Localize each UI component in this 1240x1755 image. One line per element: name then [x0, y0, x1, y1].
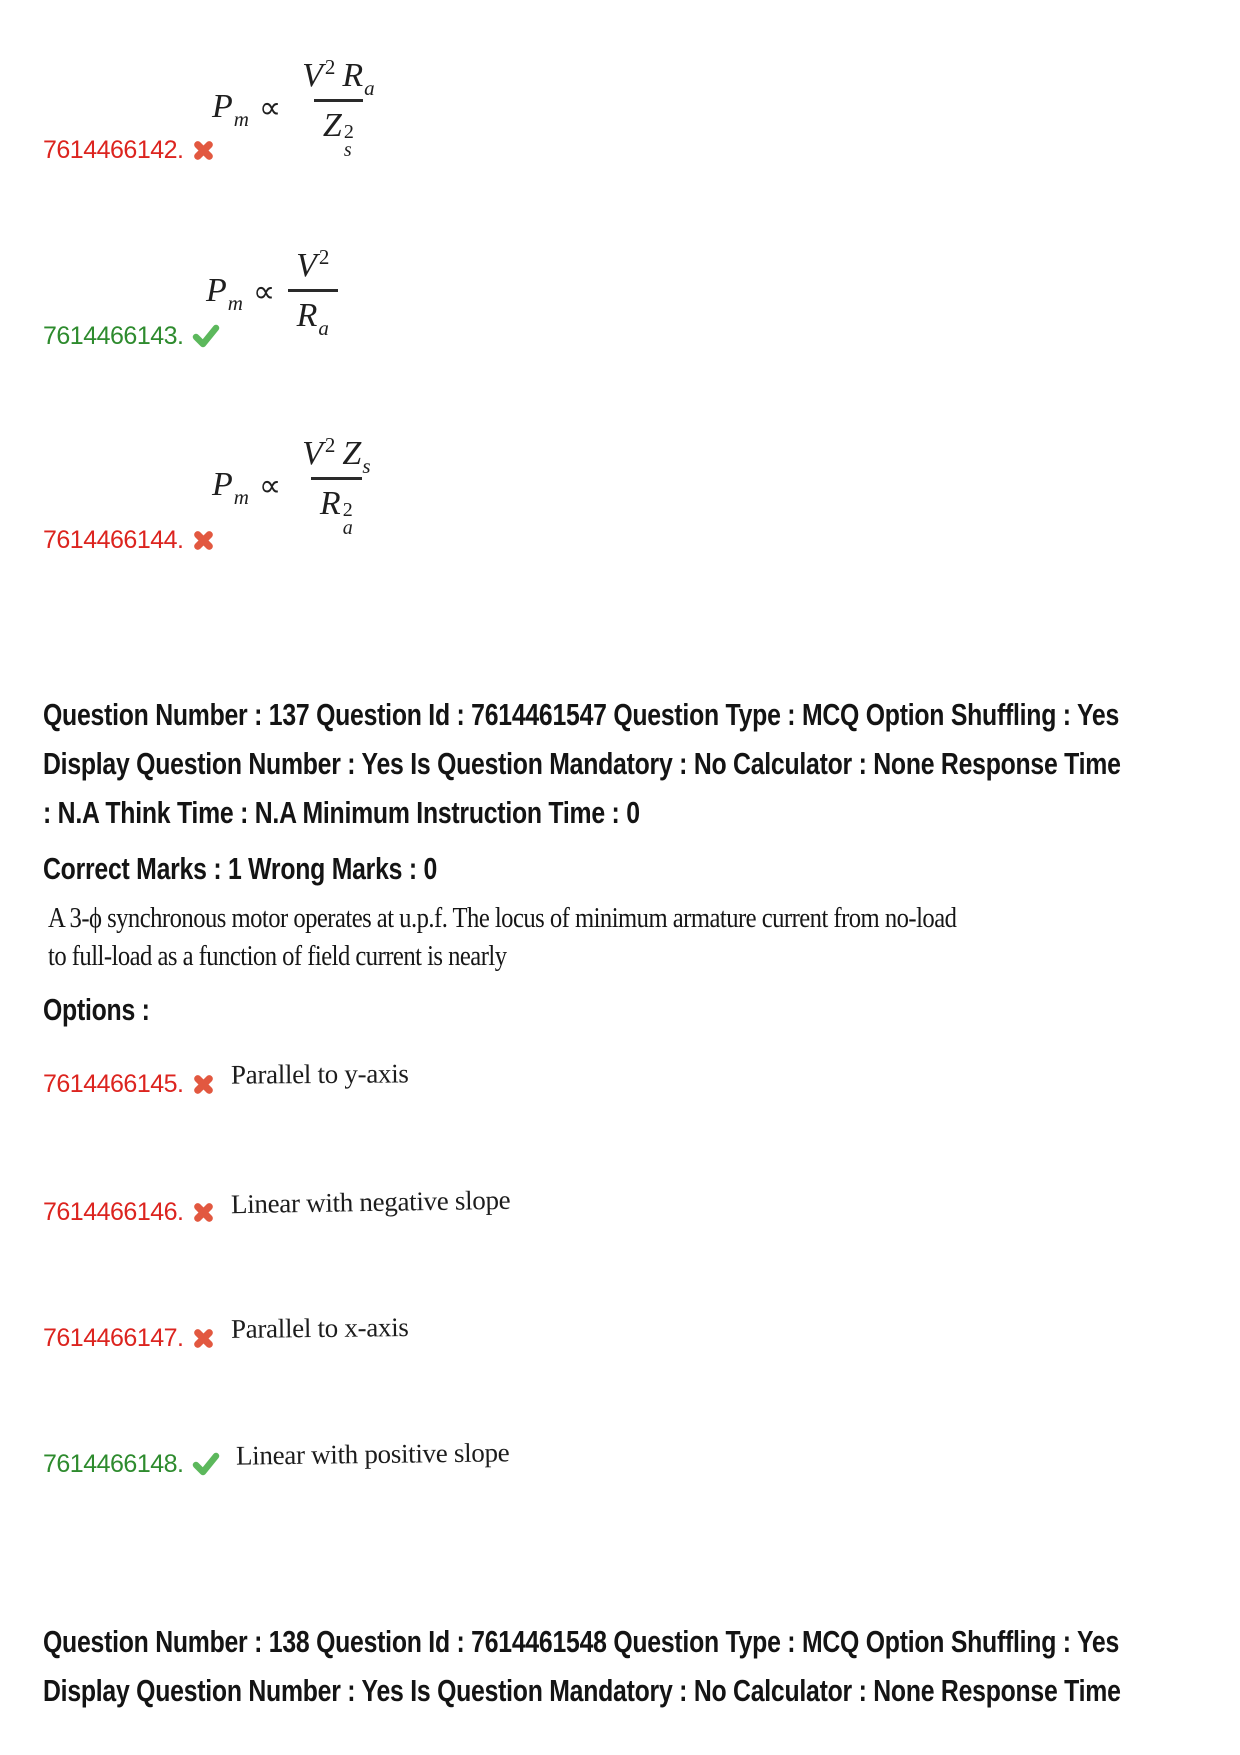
question-meta-line: Question Number : 138 Question Id : 7614461548 Question Type : MCQ Option Shuffling : Yes: [43, 1624, 1120, 1659]
option-row-4: [43, 1436, 511, 1484]
math-supsub-stack: [342, 499, 353, 540]
cross-x-icon: [192, 139, 215, 162]
marks-line: Correct Marks : 1 Wrong Marks : 0: [43, 851, 438, 886]
fraction-numerator: [287, 246, 338, 289]
cross-x-icon: [192, 1327, 215, 1350]
cross-x-icon: [192, 1201, 215, 1224]
cross-x-icon: [192, 1073, 215, 1096]
proportional-symbol: ∝: [252, 273, 276, 309]
math-subscript: a: [342, 517, 353, 540]
math-subscript: s: [362, 454, 371, 478]
math-superscript: 2: [342, 499, 353, 522]
math-var: P: [212, 87, 233, 125]
check-icon: [192, 1452, 220, 1476]
math-var: V: [296, 247, 317, 284]
cross-x-icon: [192, 529, 215, 552]
formula-lhs: [212, 87, 249, 131]
math-subscript: m: [233, 106, 249, 131]
math-superscript: 2: [324, 55, 336, 79]
fraction: [293, 55, 384, 162]
fraction-denominator: [288, 289, 338, 341]
option-id: 7614466148.: [43, 1449, 184, 1478]
option-id: 7614466147.: [43, 1323, 184, 1352]
option-row-2: [43, 1184, 512, 1232]
question-text-line: A 3-ϕ synchronous motor operates at u.p.f. The locus of minimum armature current from no-load: [48, 903, 957, 934]
math-var: V: [302, 57, 323, 94]
option-text: Linear with negative slope: [231, 1184, 512, 1219]
option-id-row-b: [43, 316, 220, 356]
proportional-symbol: ∝: [258, 467, 282, 503]
option-text: Parallel to y-axis: [231, 1057, 410, 1090]
math-var: R: [342, 57, 364, 94]
math-superscript: 2: [318, 245, 330, 269]
option-id: 7614466143.: [43, 321, 184, 350]
math-var: P: [212, 465, 233, 503]
option-text: Linear with positive slope: [236, 1436, 511, 1471]
math-var: V: [302, 435, 323, 472]
math-superscript: 2: [343, 121, 354, 144]
option-id: 7614466144.: [43, 525, 184, 554]
option-id: 7614466145.: [43, 1069, 184, 1098]
math-var: Z: [322, 107, 342, 145]
math-superscript: 2: [324, 433, 336, 457]
math-var: R: [296, 297, 318, 335]
math-subscript: s: [343, 139, 352, 162]
math-var: R: [319, 485, 341, 523]
fraction-denominator: [311, 477, 362, 540]
option-row-3: [43, 1311, 410, 1358]
proportional-symbol: ∝: [258, 89, 282, 125]
formula-option-b: [206, 245, 338, 341]
options-label: Options :: [43, 992, 150, 1027]
formula-option-c: [212, 433, 380, 540]
math-subscript: a: [364, 76, 375, 100]
question-meta-line: Display Question Number : Yes Is Question Mandatory : No Calculator : None Response Time: [43, 1673, 1121, 1708]
question-meta-line: : N.A Think Time : N.A Minimum Instruction Time : 0: [43, 795, 640, 830]
fraction-numerator: [293, 434, 379, 477]
question-text: [48, 900, 956, 976]
math-subscript: m: [227, 290, 243, 315]
math-var: Z: [342, 435, 362, 472]
option-id-row-a: [43, 130, 215, 170]
option-id: 7614466142.: [43, 135, 184, 164]
question-meta-line: Display Question Number : Yes Is Question Mandatory : No Calculator : None Response Time: [43, 746, 1121, 781]
formula-lhs: [212, 465, 249, 509]
fraction: [287, 245, 338, 341]
question-text-line: to full-load as a function of field current is nearly: [48, 941, 507, 972]
fraction-numerator: [293, 56, 384, 99]
option-id: 7614466146.: [43, 1197, 184, 1226]
question-meta-line: Question Number : 137 Question Id : 7614461547 Question Type : MCQ Option Shuffling : Yes: [43, 697, 1120, 732]
formula-lhs: [206, 271, 243, 315]
formula-option-a: [212, 55, 384, 162]
option-text: Parallel to x-axis: [231, 1311, 410, 1344]
math-supsub-stack: [343, 121, 354, 162]
check-icon: [192, 324, 220, 348]
option-id-row-c: [43, 520, 215, 560]
math-var: P: [206, 271, 227, 309]
fraction: [293, 433, 379, 540]
math-subscript: m: [233, 484, 249, 509]
math-subscript: a: [318, 316, 329, 341]
fraction-denominator: [314, 99, 363, 162]
option-row-1: [43, 1057, 410, 1104]
